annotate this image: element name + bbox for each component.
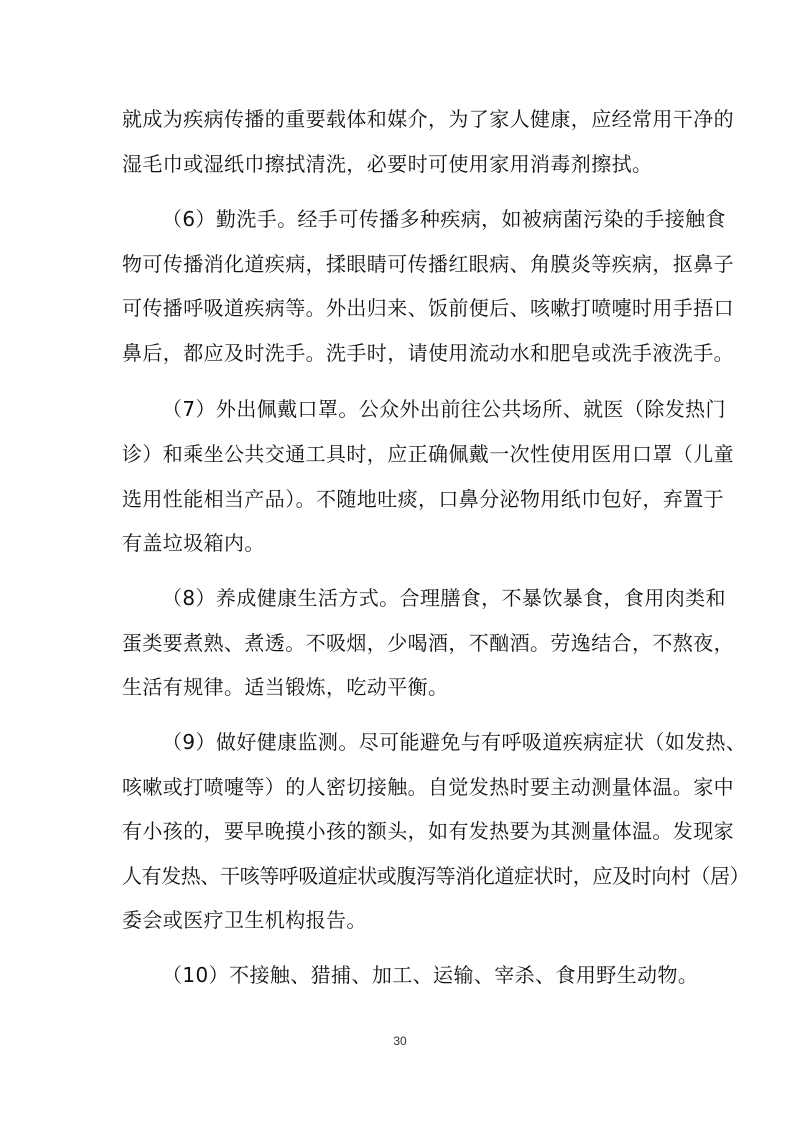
text-line: 选用性能相当产品）。不随地吐痰，口鼻分泌物用纸巾包好，弃置于 (122, 487, 724, 511)
text-line: 生活有规律。适当锻炼，吃动平衡。 (122, 675, 449, 699)
paragraph-7-first-line: （7）外出佩戴口罩。公众外出前往公共场所、就医（除发热门 (162, 397, 726, 421)
paragraph-8-first-line: （8）养成健康生活方式。合理膳食，不暴饮暴食，食用肉类和 (162, 586, 726, 610)
paragraph-9-first-line: （9）做好健康监测。尽可能避免与有呼吸道疾病症状（如发热、 (162, 730, 747, 754)
text-line: 咳嗽或打喷嚏等）的人密切接触。自觉发热时要主动测量体温。家中 (122, 775, 734, 799)
text-line: 蛋类要煮熟、煮透。不吸烟，少喝酒，不酗酒。劳逸结合，不熬夜， (122, 631, 734, 655)
text-line: 湿毛巾或湿纸巾擦拭清洗，必要时可使用家用消毒剂擦拭。 (122, 152, 653, 176)
paragraph-10-first-line: （10）不接触、猎捕、加工、运输、宰杀、食用野生动物。 (162, 963, 699, 987)
page-number: 30 (393, 1034, 407, 1048)
text-line: 就成为疾病传播的重要载体和媒介，为了家人健康，应经常用干净的 (122, 107, 734, 131)
text-line: 物可传播消化道疾病，揉眼睛可传播红眼病、角膜炎等疾病，抠鼻子 (122, 252, 734, 276)
text-line: 人有发热、干咳等呼吸道症状或腹泻等消化道症状时，应及时向村（居） (122, 864, 750, 888)
text-line: 有小孩的，要早晚摸小孩的额头，如有发热要为其测量体温。发现家 (122, 819, 734, 843)
paragraph-6-first-line: （6）勤洗手。经手可传播多种疾病，如被病菌污染的手接触食 (162, 207, 726, 231)
text-line: 可传播呼吸道疾病等。外出归来、饭前便后、咳嗽打喷嚏时用手捂口 (122, 296, 734, 320)
text-line: 委会或医疗卫生机构报告。 (122, 908, 367, 932)
text-line: 鼻后，都应及时洗手。洗手时，请使用流动水和肥皂或洗手液洗手。 (122, 341, 734, 365)
text-line: 诊）和乘坐公共交通工具时，应正确佩戴一次性使用医用口罩（儿童 (122, 442, 734, 466)
text-line: 有盖垃圾箱内。 (122, 531, 265, 555)
